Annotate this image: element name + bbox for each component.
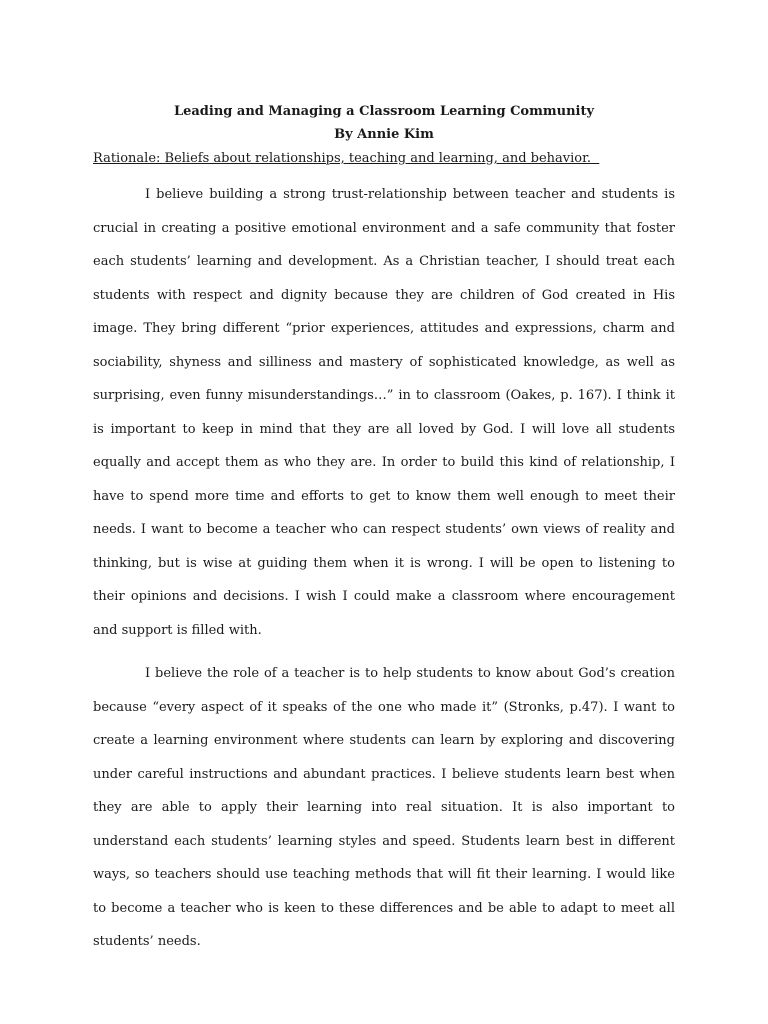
document-author: By Annie Kim (334, 127, 434, 142)
document-page (93, 100, 675, 969)
rationale-heading: Rationale: Beliefs about relationships, teaching and learning, and behavior. (93, 151, 600, 166)
document-title: Leading and Managing a Classroom Learning Community (173, 104, 595, 119)
body-paragraph: I believe building a strong trust-relationship between teacher and students is crucial in creating a positive emotional environment and a safe community that foster each students’ learning and development. As a Christian teacher, I should treat each students with respect and dignity because they are children of God created in His image. They bring different “prior experiences, attitudes and expressions, charm and sociability, shyness and silliness and mastery of sophisticated knowledge, as well as surprising, even funny misunderstandings…” in to classroom (Oakes, p. 167). I think it is important to keep in mind that they are all loved by God. I will love all students equally and accept them as who they are. In order to build this kind of relationship, I have to spend more time and efforts to get to know them well enough to meet their needs. I want to become a teacher who can respect students’ own views of reality and thinking, but is wise at guiding them when it is wrong. I will be open to listening to their opinions and decisions. I wish I could make a classroom where encouragement and support is filled with. (93, 187, 675, 638)
body-paragraph: I believe the role of a teacher is to help students to know about God’s creation because “every aspect of it speaks of the one who made it” (Stronks, p.47). I want to create a learning environment where students can learn by exploring and discovering under careful instructions and abundant practices. I believe students learn best when they are able to apply their learning into real situation. It is also important to understand each students’ learning styles and speed. Students learn best in different ways, so teachers should use teaching methods that will fit their learning. I would like to become a teacher who is keen to these differences and be able to adapt to meet all students’ needs. (93, 666, 675, 949)
